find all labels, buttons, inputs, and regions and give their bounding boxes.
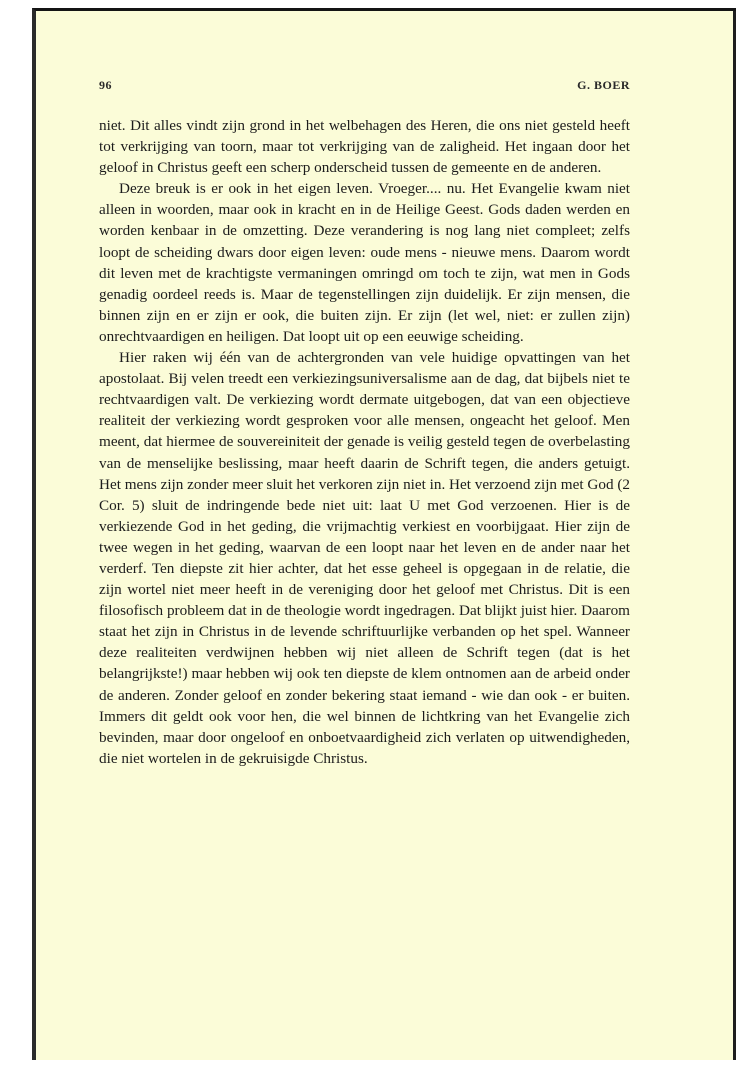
body-text [99,115,630,769]
paragraph-1: niet. Dit alles vindt zijn grond in het welbehagen des Heren, die ons niet gesteld heeft tot verkrijging van toorn, maar tot verkrijging van de zaligheid. Het ingaan door het geloof in Christus geeft een scherp onderscheid tussen de gemeente en de anderen. [99,117,630,177]
paragraph-3: Hier raken wij één van de achtergronden van vele huidige opvattingen van het apostolaat. Bij velen treedt een verkiezingsuniversalisme aan de dag, dat bijbels niet te rechtvaardigen valt. De verkiezing wordt dermate uitgebogen, dat van een objectieve realiteit der verkiezing wordt gesproken voor alle mensen, ongeacht het geloof. Men meent, dat hiermee de souvereiniteit der genade is veilig gesteld tegen de overbelasting van de menselijke beslissing, maar heeft daarin de Schrift tegen, die anders getuigt. Het mens zijn zonder meer sluit het verkoren zijn niet in. Het verzoend zijn met God (2 Cor. 5) sluit de indringende bede niet uit: laat U met God verzoenen. Hier is de verkiezende God in het geding, die vrijmachtig verkiest en voorbijgaat. Hier zijn de twee wegen in het geding, waarvan de een loopt naar het leven en de ander naar het verderf. Ten diepste zit hier achter, dat het esse geheel is opgegaan in de relatie, die zijn wortel niet meer heeft in de vereniging door het geloof met Christus. Dit is een filosofisch probleem dat in de theologie wordt ingedragen. Dat blijkt juist hier. Daarom staat het zijn in Christus in de levende schriftuurlijke verbanden op het spel. Wanneer deze realiteiten verdwijnen hebben wij niet alleen de Schrift tegen (dat is het belangrijkste!) maar hebben wij ook ten diepste de klem ontnomen aan de arbeid onder de anderen. Zonder geloof en zonder bekering staat iemand - wie dan ook - er buiten. Immers dit geldt ook voor hen, die wel binnen de lichtkring van het Evangelie zich bevinden, maar door ongeloof en onboetvaardigheid zich verlaten op uitwendigheden, die niet wortelen in de gekruisigde Christus. [99,349,630,767]
paragraph-2: Deze breuk is er ook in het eigen leven. Vroeger.... nu. Het Evangelie kwam niet alleen in woorden, maar ook in kracht en in de Heilige Geest. Gods daden werden en worden kenbaar in de omzetting. Deze verandering is nog lang niet compleet; zelfs loopt de scheiding dwars door eigen leven: oude mens - nieuwe mens. Daarom wordt dit leven met de krachtigste vermaningen omringd om toch te zijn, wat men in Gods genadig oordeel reeds is. Maar de tegenstellingen zijn duidelijk. Er zijn mensen, die binnen zijn en er zijn er ook, die buiten zijn. Er zijn (let wel, niet: er zullen zijn) onrechtvaardigen en heiligen. Dat loopt uit op een eeuwige scheiding. [99,180,630,345]
page-number: 96 [99,78,112,92]
running-head-author: G. BOER [577,78,630,92]
page-edge-shadow [733,11,736,1060]
